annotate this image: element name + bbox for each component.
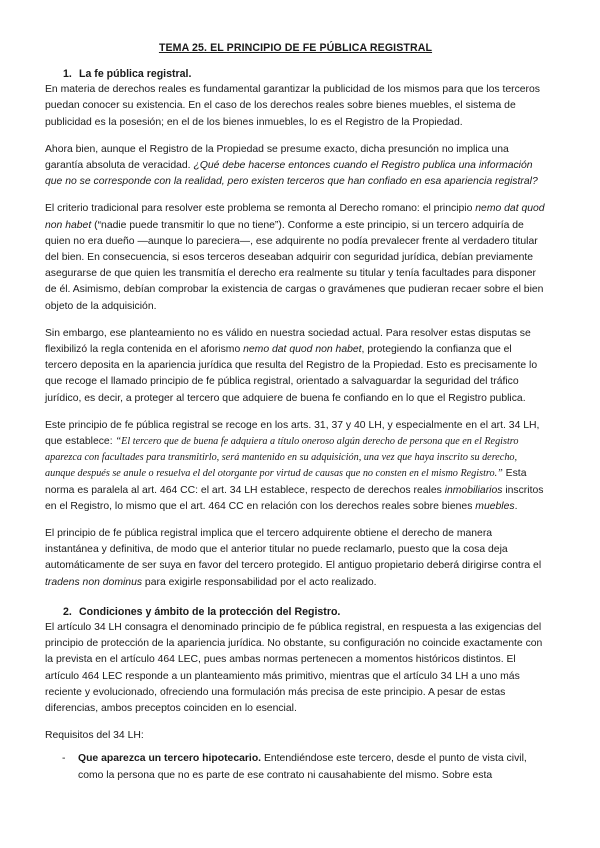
s1-p5-text-a: Este principio de fe pública registral se recoge en los arts. 31, 37 y 40 LH, y especialmente en el art. 34 LH, que establece: [45,419,540,448]
s1-p2-text: Ahora bien, aunque el Registro de la Propiedad se presume exacto, dicha presunción no implica una garantía absoluta de veracidad. [45,143,509,172]
s1-p5-text-b: Esta norma es paralela al art. 464 CC: el art. 34 LH establece, respecto de derechos reales [45,468,527,496]
section-2-number: 2. [63,605,72,618]
s1-p5-inmobiliarios: inmobiliarios [444,484,503,496]
s1-p4-maxim: nemo dat quod non habet [243,344,362,356]
section-2-title: Condiciones y ámbito de la protección del Registro. [79,605,341,618]
section-1-number: 1. [63,68,72,81]
s1-p2-question: ¿Qué debe hacerse entonces cuando el Registro publica una información que no se corresponde con la realidad, pero existen terceros que han confiado en esa apariencia registral? [45,160,538,188]
section-1-title: La fe pública registral. [79,68,192,81]
s1-paragraph-6 [45,526,546,591]
requisito-item-1 [45,751,546,783]
s1-p4-text-c: , protegiendo la confianza que el tercero deposita en la apariencia jurídica que resulta del Registro de la Propiedad. Esto es precisamente lo que recoge el llamado principio de fe pública registral, orientado a salvaguardar la seguridad del tráfico jurídico, es decir, a proteger al tercero que adquiere de buena fe confiando en lo que el Registro publica. [45,344,538,404]
art-34-quote: “El tercero que de buena fe adquiera a título oneroso algún derecho de persona que en el Registro aparezca con facultades para transmitirlo, será mantenido en su adquisición, una vez que haya inscrito su derecho, aunque después se anule o resuelva el del otorgante por virtud de causas que no consten en el mismo Registro.” [45,436,519,480]
section-2-heading [45,604,546,620]
s1-p5-muebles: muebles [475,500,515,512]
s1-p3-text-c: (“nadie puede transmitir lo que no tiene”). Conforme a este principio, si un tercero adquiría de quien no era dueño —aunque lo pareciera—, ese adquirente no podía prevalecer frente al verdadero titular del bien. En consecuencia, si esos terceros deseaban adquirir con seguridad jurídica, debían previamente asegurarse de que quien les transmitía el derecho era realmente su titular y tenía facultades para disponer de él. Asimismo, debían comprobar la existencia de cargas o gravámenes que pudieran recaer sobre el bien objeto de la adquisición. [45,219,544,312]
s1-p5-text-d: inscritos en el Registro, lo mismo que el art. 464 CC en relación con los derechos reales sobre bienes [45,484,544,512]
s1-paragraph-4 [45,326,546,407]
document-title: TEMA 25. EL PRINCIPIO DE FE PÚBLICA REGISTRAL [158,42,433,54]
s2-paragraph-1: El artículo 34 LH consagra el denominado principio de fe pública registral, en respuesta a las exigencias del principio de protección de la apariencia jurídica. No obstante, su configuración no coincide exactamente con la prevista en el artículo 464 LEC, pues ambas normas pertenecen a momentos históricos distintos. El artículo 464 LEC responde a un planteamiento más primitivo, mientras que el artículo 34 LH a uno más reciente y evolucionado, ofreciendo una formulación más precisa de este principio. A pesar de estas diferencias, ambos preceptos coinciden en lo esencial. [45,621,543,714]
section-1-heading [45,66,546,82]
requisitos-label: Requisitos del 34 LH: [45,730,144,742]
requisito-1-text: Entendiéndose este tercero, desde el punto de vista civil, como la persona que no es parte de ese contrato ni causahabiente del mismo. Sobre esta [78,753,527,781]
s1-p6-text-a: El principio de fe pública registral implica que el tercero adquirente obtiene el derecho de manera instantánea y definitiva, de modo que el anterior titular no puede reclamarlo, puesto que la cosa deja automáticamente de ser suya en favor del tercero protegido. El antiguo propietario deberá dirigirse contra el [45,528,542,572]
s1-paragraph-1: En materia de derechos reales es fundamental garantizar la publicidad de los mismos para que los terceros puedan conocer su existencia. En el caso de los derechos reales sobre bienes muebles, el sistema de publicidad es la posesión; en el de los bienes inmuebles, lo es el Registro de la Propiedad. [45,84,540,128]
s1-p3-text-a: El criterio tradicional para resolver este problema se remonta al Derecho romano: el principio [45,203,476,215]
s1-paragraph-5 [45,418,546,515]
s1-p6-tradens: tradens non dominus [45,576,143,588]
s1-p4-text-a: Sin embargo, ese planteamiento no es válido en nuestra sociedad actual. Para resolver estas disputas se flexibilizó la regla contenida en el aforismo [45,327,531,356]
s1-p3-maxim: nemo dat quod non habet [45,203,545,231]
requisito-1-title: Que aparezca un tercero hipotecario. [78,753,262,765]
bullet-dash: - [62,753,66,765]
s1-p6-text-c: para exigirle responsabilidad por el acto realizado. [142,576,377,588]
s1-p5-period: . [514,500,518,512]
s1-paragraph-2 [45,142,546,191]
s1-paragraph-3 [45,201,546,314]
